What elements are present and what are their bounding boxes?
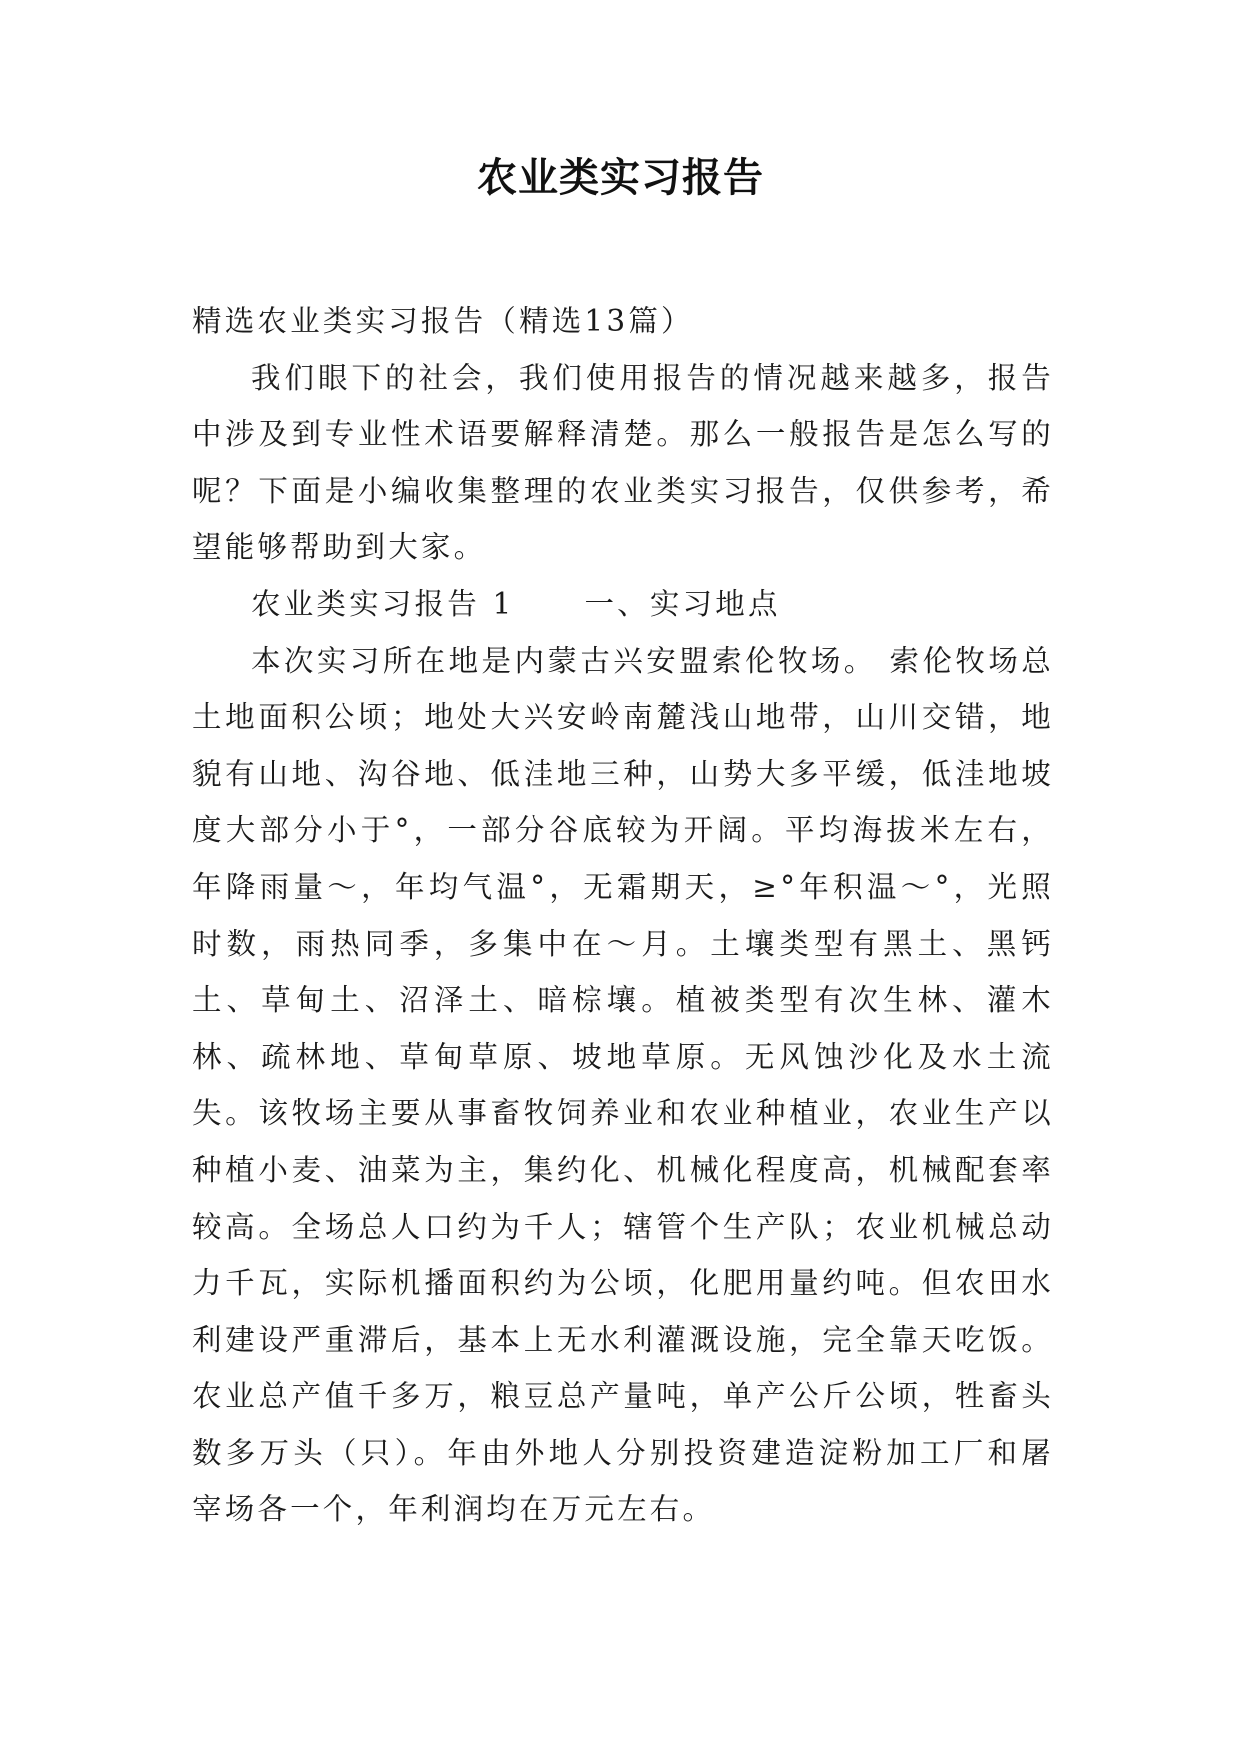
document-title: 农业类实习报告: [477, 155, 764, 201]
section-heading-line: [192, 576, 1054, 633]
section-heading: 农业类实习报告 1: [251, 586, 515, 621]
document-subtitle: 精选农业类实习报告（精选13篇）: [192, 304, 694, 338]
document-body: [192, 293, 1054, 1538]
intro-paragraph: 我们眼下的社会，我们使用报告的情况越来越多，报告中涉及到专业性术语要解释清楚。那么一般报告是怎么写的呢？下面是小编收集整理的农业类实习报告，仅供参考，希望能够帮助到大家。: [192, 360, 1054, 565]
section-body-paragraph: 本次实习所在地是内蒙古兴安盟索伦牧场。 索伦牧场总土地面积公顷；地处大兴安岭南麓浅山地带，山川交错，地貌有山地、沟谷地、低洼地三种，山势大多平缓，低洼地坡度大部分小于°，一部分谷底较为开阔。平均海拔米左右，年降雨量～，年均气温°，无霜期天，≥°年积温～°，光照时数，雨热同季，多集中在～月。土壤类型有黑土、黑钙土、草甸土、沼泽土、暗棕壤。植被类型有次生林、灌木林、疏林地、草甸草原、坡地草原。无风蚀沙化及水土流失。该牧场主要从事畜牧饲养业和农业种植业，农业生产以种植小麦、油菜为主，集约化、机械化程度高，机械配套率较高。全场总人口约为千人；辖管个生产队；农业机械总动力千瓦，实际机播面积约为公顷，化肥用量约吨。但农田水利建设严重滞后，基本上无水利灌溉设施，完全靠天吃饭。农业总产值千多万，粮豆总产量吨，单产公斤公顷，牲畜头数多万头（只）。年由外地人分别投资建造淀粉加工厂和屠宰场各一个，年利润均在万元左右。: [192, 643, 1054, 1527]
section-subheading: 一、实习地点: [584, 586, 781, 621]
